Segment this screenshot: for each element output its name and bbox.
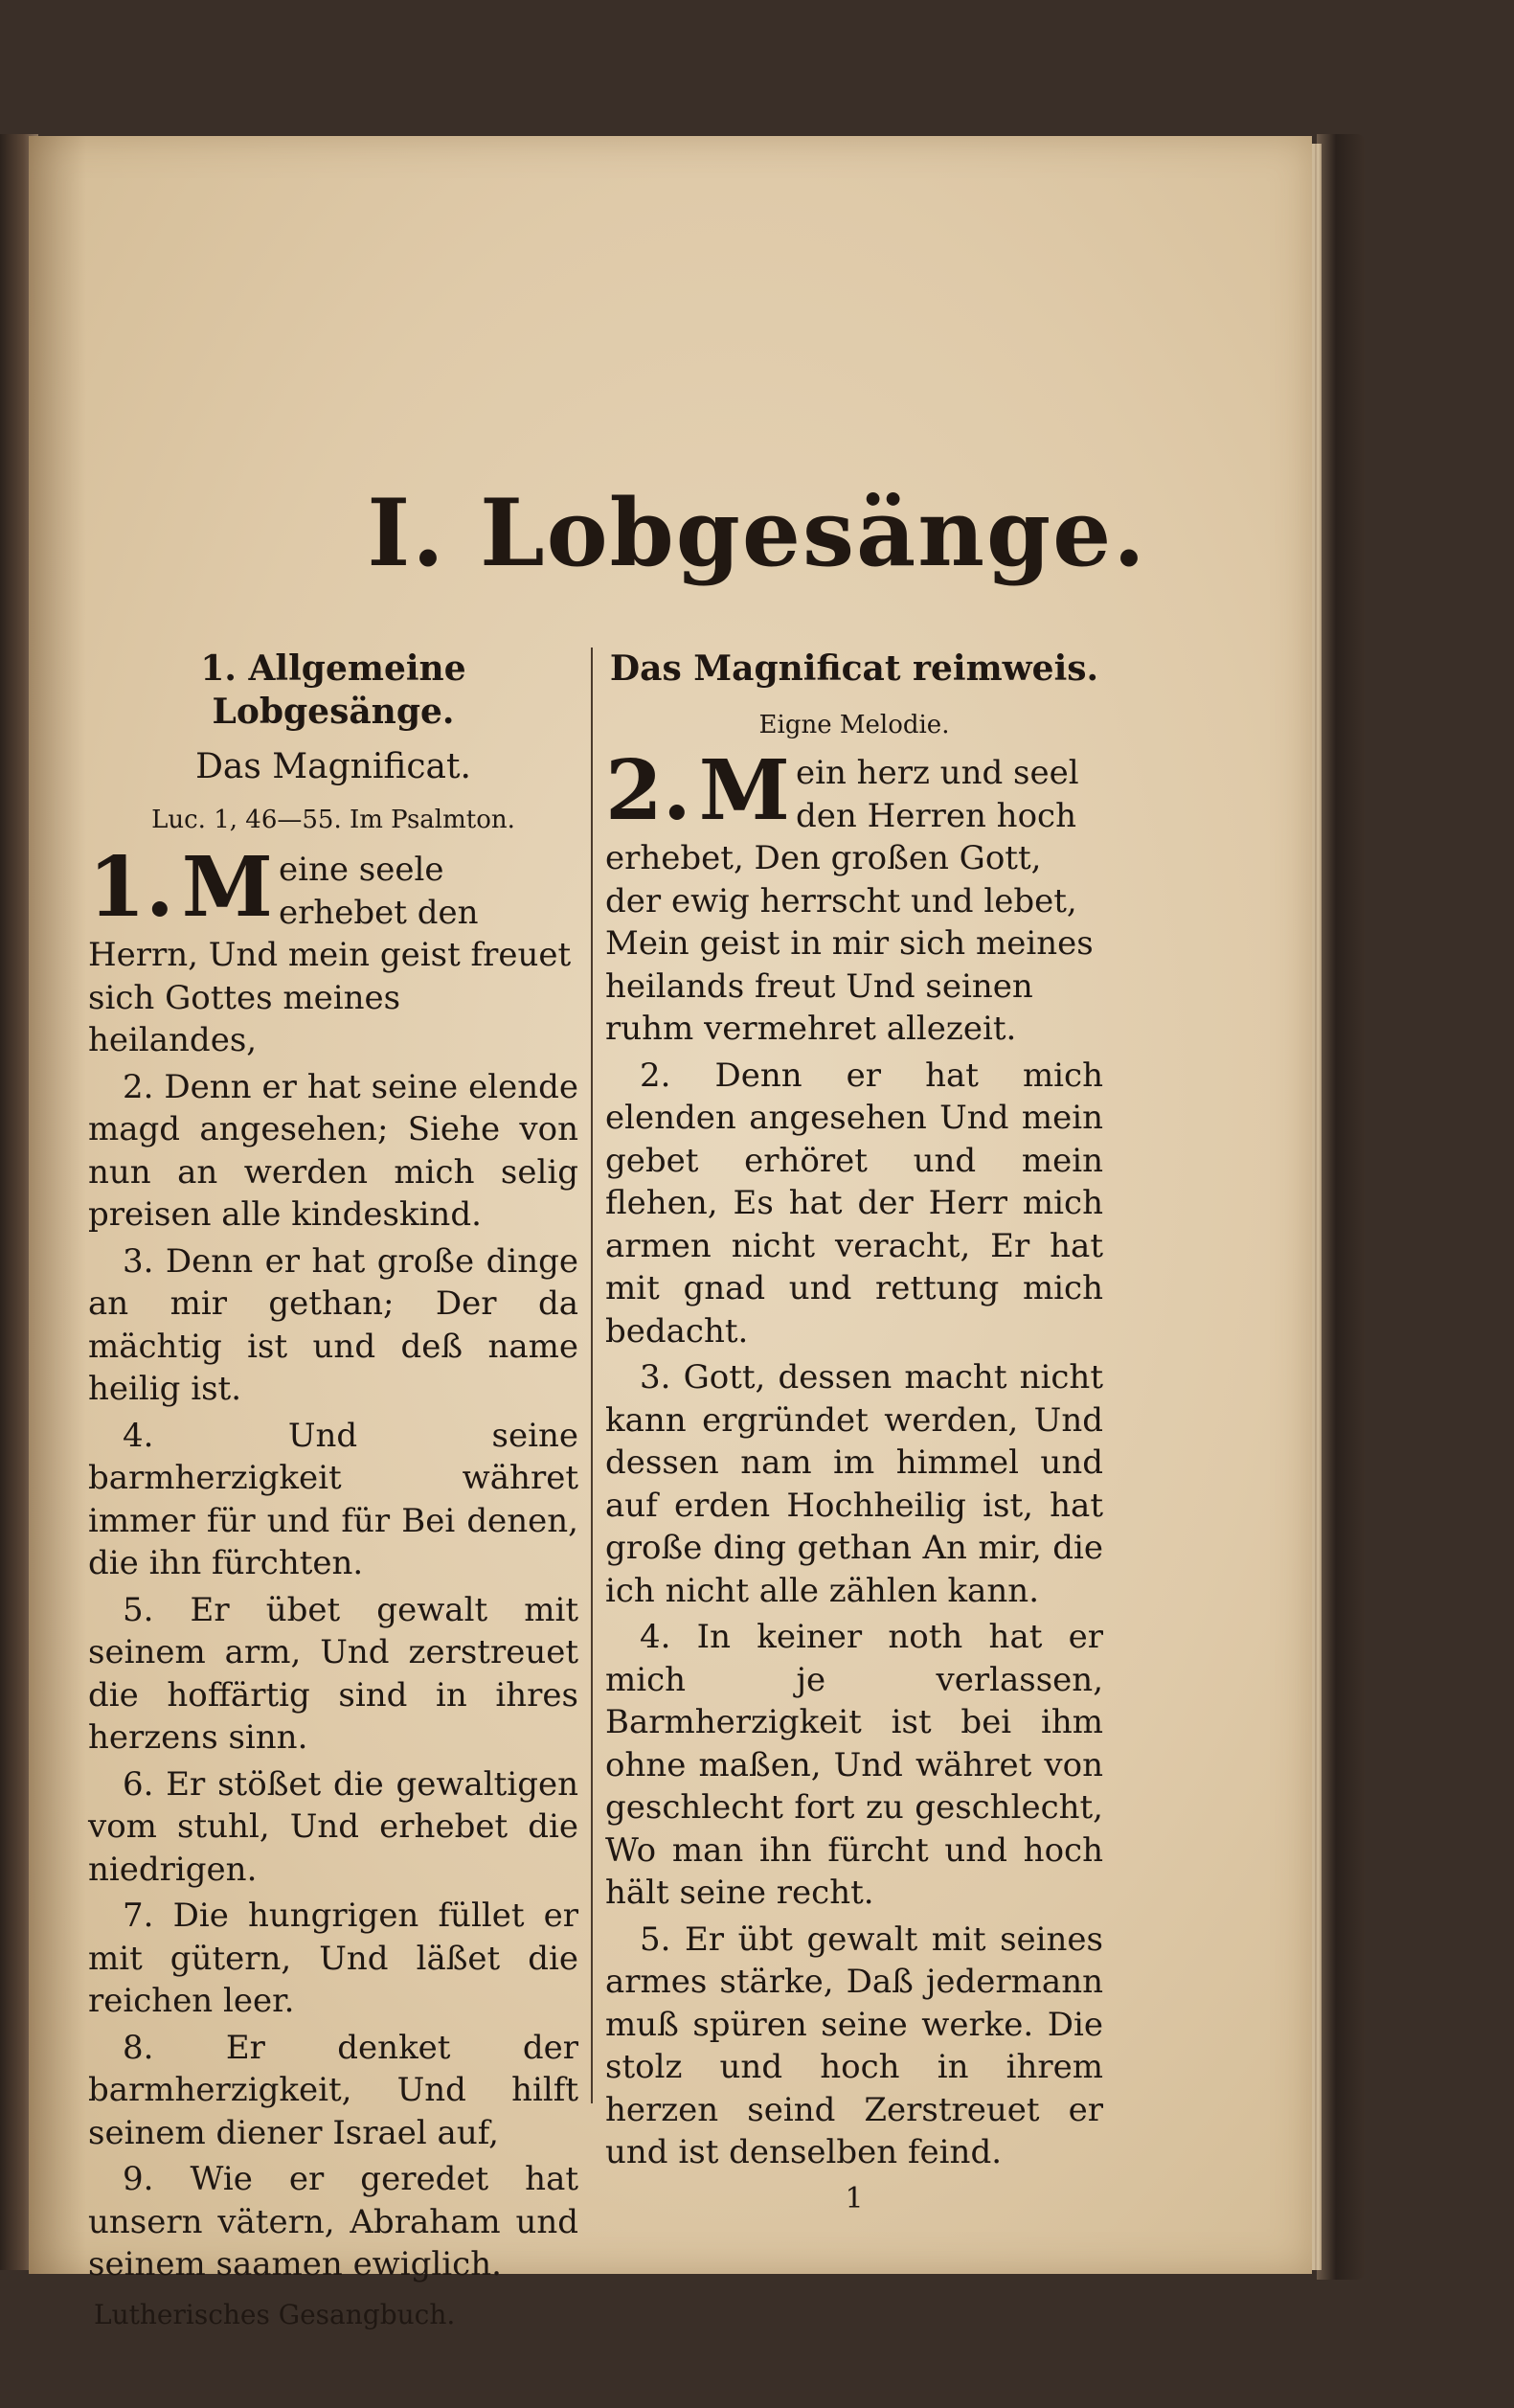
verse: 4. In keiner noth hat er mich je verlassen, Barmherzigkeit ist bei ihm ohne maßen, Und währet von geschlecht fort zu geschlecht, Wo man ihn fürcht und hoch hält seine recht.: [605, 1618, 1103, 1912]
verse: 8. Er denket der barmherzigkeit, Und hilft seinem diener Israel auf,: [88, 2028, 578, 2152]
hymn-title: Das Magnificat.: [195, 747, 471, 786]
verse: 7. Die hungrigen füllet er mit gütern, Und läßet die reichen leer.: [88, 1897, 578, 2020]
column-divider: [591, 647, 593, 2103]
melody-note: Eigne Melodie.: [758, 710, 950, 739]
verse-text: ein herz und seel den Herren hoch erhebet, Den großen Gott, der ewig herrscht und lebet, Mein geist in mir sich meines heilands freut Und seinen ruhm vermehret allezeit.: [605, 754, 1094, 1048]
drop-cap: M: [181, 839, 273, 936]
verse: 3. Gott, dessen macht nicht kann ergründet werden, Und dessen nam im himmel und auf erden Hochheilig ist, hat große ding gethan An mir, die ich nicht alle zählen kann.: [605, 1358, 1103, 1610]
first-verse: [88, 839, 578, 1062]
verse-text: eine seele erhebet den Herrn, Und mein geist freuet sich Gottes meines heilandes,: [88, 851, 572, 1059]
verse: 6. Er stößet die gewaltigen vom stuhl, Und erhebet die niedrigen.: [88, 1764, 578, 1889]
verse: 3. Denn er hat große dinge an mir gethan; Der da mächtig ist und deß name heilig ist.: [88, 1241, 578, 1408]
gutter-shadow: [29, 136, 86, 2274]
verse-number-large: 2.: [605, 742, 691, 839]
hymn-title: Das Magnificat reimweis.: [609, 648, 1099, 689]
page-number: 1: [845, 2181, 864, 2215]
verse: 5. Er übet gewalt mit seinem arm, Und zerstreuet die hoffärtig sind in ihres herzens sinn.: [88, 1590, 578, 1757]
chapter-title: I. Lobgesänge.: [367, 479, 1147, 587]
left-column: [88, 647, 578, 2336]
first-verse: [605, 742, 1103, 1051]
citation: Luc. 1, 46—55. Im Psalmton.: [151, 805, 515, 834]
drop-cap: M: [698, 742, 790, 839]
verse: 2. Denn er hat seine elende magd angesehen; Siehe von nun an werden mich selig preisen alle kindeskind.: [88, 1067, 578, 1234]
book-cover-right: [1317, 134, 1365, 2280]
signature-line: Lutherisches Gesangbuch.: [94, 2298, 456, 2330]
right-column: [605, 647, 1103, 2220]
verse: 5. Er übt gewalt mit seines armes stärke, Daß jedermann muß spüren seine werke. Die stolz und hoch in ihrem herzen seind Zerstreuet er und ist denselben feind.: [605, 1920, 1103, 2171]
verse-number-large: 1.: [88, 839, 174, 936]
verse: 9. Wie er geredet hat unsern vätern, Abraham und seinem saamen ewiglich.: [88, 2160, 578, 2283]
section-heading: 1. Allgemeine Lobgesänge.: [200, 648, 466, 732]
verse: 4. Und seine barmherzigkeit währet immer für und für Bei denen, die ihn fürchten.: [88, 1416, 578, 1582]
verse: 2. Denn er hat mich elenden angesehen Und mein gebet erhöret und mein flehen, Es hat der Herr mich armen nicht veracht, Er hat mit gnad und rettung mich bedacht.: [605, 1056, 1103, 1351]
